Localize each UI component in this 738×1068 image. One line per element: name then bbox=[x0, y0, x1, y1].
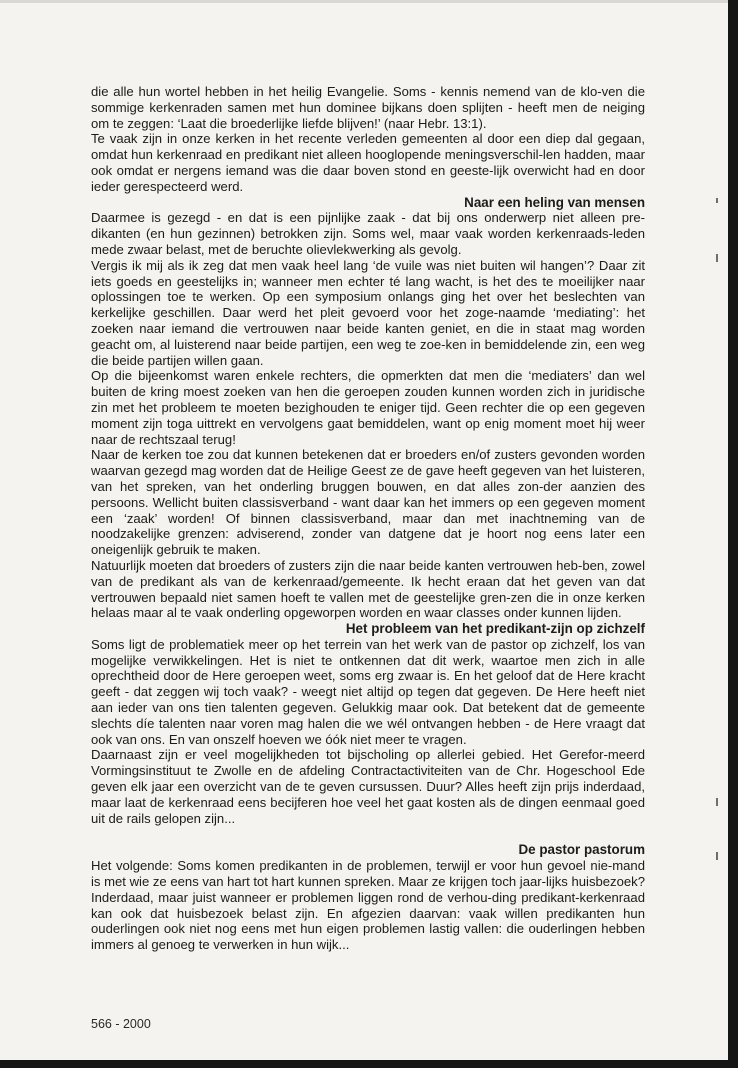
margin-mark bbox=[716, 798, 718, 806]
scan-top-shadow bbox=[0, 0, 738, 3]
scan-border-bottom bbox=[0, 1060, 738, 1068]
scan-border-right bbox=[728, 0, 738, 1068]
article-column bbox=[91, 84, 645, 953]
paragraph: Naar de kerken toe zou dat kunnen betekenen dat er broeders en/of zusters gevonden worden waarvan gezegd mag worden dat de Heilige Geest ze de gave heeft gegeven van het luisteren, van het spreken, van het onderling bruggen bouwen, en dat alles zon-der aanzien des persoons. Wellicht buiten classisverband - want daar kan het immers op een gegeven moment een ‘zaak’ worden! Of binnen classisverband, maar dan met inachtneming van de noodzakelijke grenzen: adviserend, zonder van datgene dat je hoort nog eens later een oneigenlijk gebruik te maken. bbox=[91, 447, 645, 558]
paragraph: die alle hun wortel hebben in het heilig Evangelie. Soms - kennis nemend van de klo-ven die sommige kerkenraden samen met hun dominee bijkans doen splijten - heeft men de neiging om te zeggen: ‘Laat die broederlijke liefde blijven!’ (naar Hebr. 13:1). bbox=[91, 84, 645, 131]
paragraph: Daarnaast zijn er veel mogelijkheden tot bijscholing op allerlei gebied. Het Gerefor-meerd Vormingsinstituut te Zwolle en de afdeling Contractactiviteiten van de Chr. Hogeschool Ede geven elk jaar een overzicht van de te geven cursussen. Duur? Alles heeft zijn prijs inderdaad, maar laat de kerkenraad eens becijferen hoe veel het gaat kosten als de dingen eenmaal goed uit de rails gelopen zijn... bbox=[91, 747, 645, 826]
paragraph: Soms ligt de problematiek meer op het terrein van het werk van de pastor op zichzelf, los van mogelijke verwikkelingen. Het is niet te ontkennen dat dit werk, waartoe men zich in alle oprechtheid door de Here geroepen weet, soms erg zwaar is. En het geloof dat de Here kracht geeft - dat zeggen wij toch vaak? - weegt niet altijd op tegen dat gegeven. De Here heeft niet aan ieder van ons tien talenten gegeven. Gelukkig maar ook. Dat betekent dat de gemeente slechts díe talenten naar voren mag halen die we wél ontvangen hebben - de Here vraagt dat ook van ons. En van onszelf hoeven we óók niet meer te vragen. bbox=[91, 636, 645, 747]
paragraph: Te vaak zijn in onze kerken in het recente verleden gemeenten al door een diep dal gegaan, omdat hun kerkenraad en predikant niet alleen hooglopende meningsverschil-len hadden, maar ook omdat er nergens iemand was die daar boven stond en geeste-lijk overwicht had en door ieder gerespecteerd werd. bbox=[91, 131, 645, 194]
margin-mark bbox=[716, 254, 718, 262]
paragraph: Daarmee is gezegd - en dat is een pijnlijke zaak - dat bij ons onderwerp niet alleen pre-dikanten (en hun gezinnen) betrokken zijn. Soms wel, maar vaak worden kerkenraads-leden mede zwaar belast, met de beruchte olievlekwerking als gevolg. bbox=[91, 210, 645, 257]
margin-mark bbox=[716, 852, 718, 860]
section-heading: Het probleem van het predikant-zijn op zichzelf bbox=[345, 621, 645, 637]
margin-mark bbox=[716, 198, 718, 203]
section-heading: De pastor pastorum bbox=[518, 842, 645, 858]
paragraph: Op die bijeenkomst waren enkele rechters, die opmerkten dat men die ‘mediaters’ dan wel buiten de kring moest zoeken van hen die geroepen zouden kunnen worden zich in juridische zin met het probleem te moeten bezighouden te eniger tijd. Geen rechter die op een gegeven moment zijn toga uittrekt en vervolgens gaat bemiddelen, want op enig moment moet hij weer naar de rechtszaal terug! bbox=[91, 368, 645, 447]
paragraph: Vergis ik mij als ik zeg dat men vaak heel lang ‘de vuile was niet buiten wil hangen’? Daar zit iets goeds en geestelijks in; wanneer men echter té lang wacht, is het des te moeilijker naar oplossingen toe te werken. Op een symposium onlangs ging het over het beslechten van kerkelijke geschillen. Daar werd het pleit gevoerd voor het zoge-naamde ‘mediating’: het zoeken naar iemand die vertrouwen naar beide kanten geniet, en die in staat mag worden geacht om, al luisterend naar beide partijen, een weg te zoe-ken in bemiddelende zin, een weg die beide partijen willen gaan. bbox=[91, 257, 645, 368]
page-folio: 566 - 2000 bbox=[91, 1017, 151, 1031]
section-heading: Naar een heling van mensen bbox=[464, 194, 645, 210]
paragraph: Natuurlijk moeten dat broeders of zusters zijn die naar beide kanten vertrouwen heb-ben, zowel van de predikant als van de kerkenraad/gemeente. Ik hecht eraan dat het geven van dat vertrouwen bepaald niet samen hoeft te vallen met de geestelijke gren-zen die in onze kerken helaas maar al te vaak onderling opgeworpen worden en waar classes onder kunnen lijden. bbox=[91, 557, 645, 621]
paragraph: Het volgende: Soms komen predikanten in de problemen, terwijl er voor hun gevoel nie-mand is met wie ze eens van hart tot hart kunnen spreken. Maar ze krijgen toch jaar-lijks huisbezoek? Inderdaad, maar juist wanneer er problemen liggen rond de verhou-ding predikant-kerkenraad kan ook dat huisbezoek belast zijn. En afgezien daarvan: vaak willen predikanten hun ouderlingen ook niet nog eens met hun eigen problemen lastig vallen: die ouderlingen hebben immers al genoeg te verwerken in hun wijk... bbox=[91, 858, 645, 953]
